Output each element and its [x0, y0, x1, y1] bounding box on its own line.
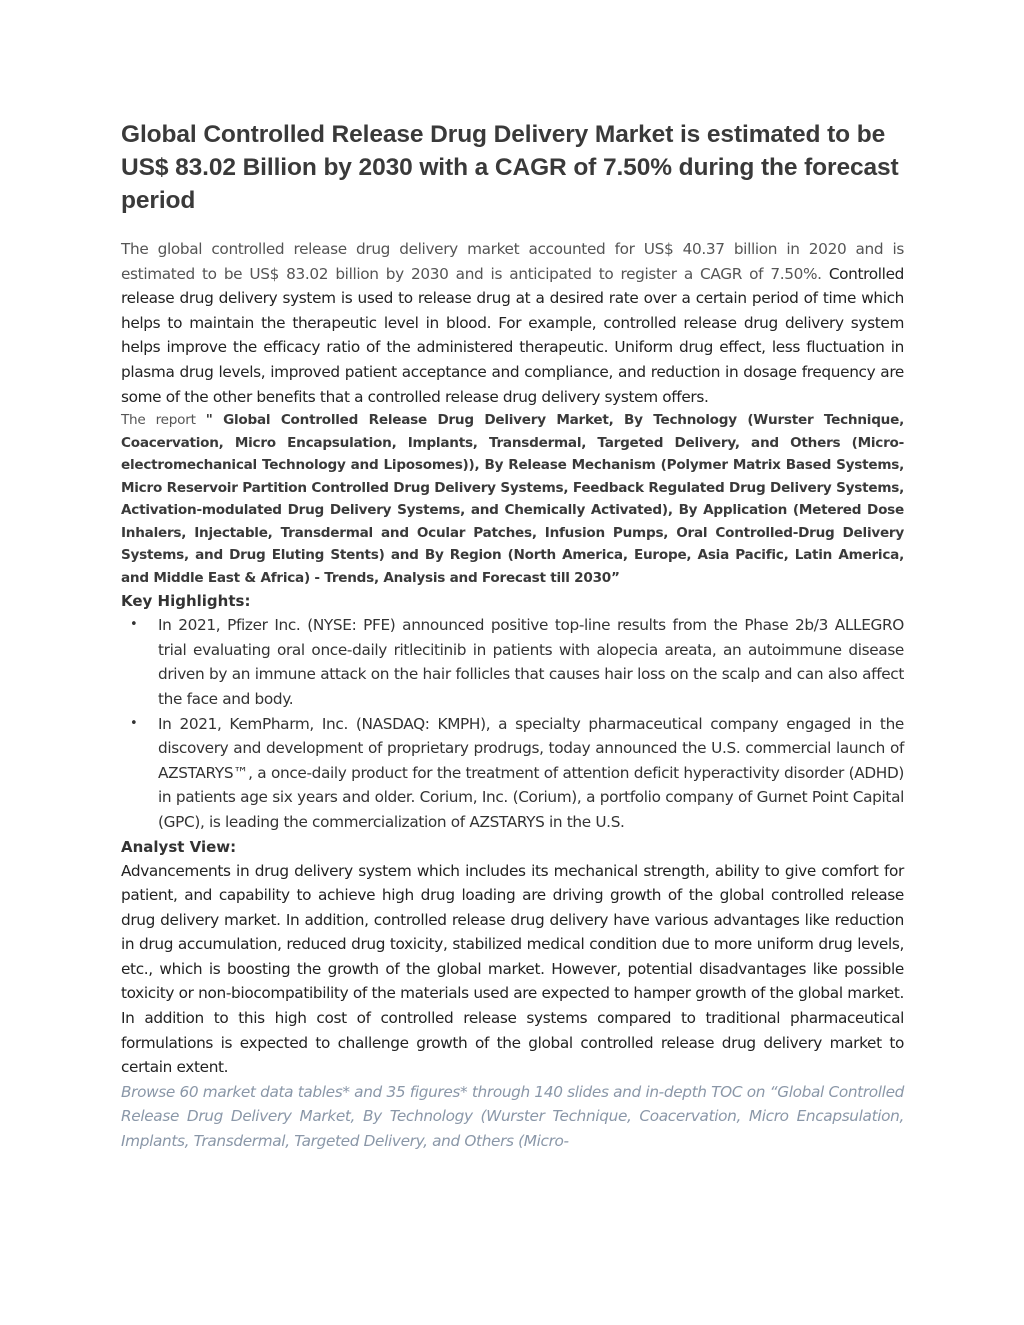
intro-body: Controlled release drug delivery system is used to release drug at a desired rate over a certain period of time which helps to maintain the therapeutic level in blood. For example, controlled release drug delivery system helps improve the efficacy ratio of the administered therapeutic. Uniform drug effect, less fluctuation in plasma drug levels, improved patient acceptance and compliance, and reduction in dosage frequency are some of the other benefits that a controlled release drug delivery system offers. — [121, 264, 904, 406]
analyst-view-heading: Analyst View: — [121, 837, 237, 856]
list-item-text: In 2021, Pfizer Inc. (NYSE: PFE) announced positive top-line results from the Phase 2b/3 ALLEGRO trial evaluating oral once-daily ritlecitinib in patients with alopecia areata, an autoimmune disease driven by an immune attack on the hair follicles that causes hair loss on the scalp and can also affect the face and body. — [158, 616, 904, 708]
page-title: Global Controlled Release Drug Delivery Market is estimated to be US$ 83.02 Billion by 2030 with a CAGR of 7.50% during the forecast period — [121, 121, 899, 214]
report-paragraph — [121, 409, 904, 589]
bullet-icon: • — [130, 617, 138, 633]
document-page — [121, 118, 904, 1154]
bullet-icon: • — [130, 715, 138, 731]
intro-lead: The global controlled release drug delivery market accounted for US$ 40.37 billion in 2020 and is estimated to be US$ 83.02 billion by 2030 and is anticipated to register a CAGR of 7.50%. — [121, 240, 904, 283]
highlights-list — [121, 613, 904, 834]
intro-paragraph — [121, 237, 904, 409]
list-item — [121, 613, 904, 711]
list-item-text: In 2021, KemPharm, Inc. (NASDAQ: KMPH), a specialty pharmaceutical company engaged in the discovery and development of proprietary prodrugs, today announced the U.S. commercial launch of AZSTARYS™, a once-daily product for the treatment of attention deficit hyperactivity disorder (ADHD) in patients age six years and older. Corium, Inc. (Corium), a portfolio company of Gurnet Point Capital (GPC), is leading the commercialization of AZSTARYS in the U.S. — [158, 714, 904, 831]
key-highlights-heading: Key Highlights: — [121, 592, 251, 611]
analyst-view-paragraph: Advancements in drug delivery system which includes its mechanical strength, ability to give comfort for patient, and capability to achieve high drug loading are driving growth of the global controlled release drug delivery market. In addition, controlled release drug delivery have various advantages like reduction in drug accumulation, reduced drug toxicity, stabilized medical condition due to more uniform drug levels, etc., which is boosting the growth of the global market. However, potential disadvantages like possible toxicity or non-biocompatibility of the materials used are expected to hamper growth of the global market. In addition to this high cost of controlled release systems compared to traditional pharmaceutical formulations is expected to challenge growth of the global controlled release drug delivery market to certain extent. — [121, 861, 904, 1077]
browse-report-link[interactable]: Browse 60 market data tables* and 35 figures* through 140 slides and in-depth TOC on “Global Controlled Release Drug Delivery Market, By Technology (Wurster Technique, Coacervation, Micro Encapsulation, Implants, Transdermal, Targeted Delivery, and Others (Micro- — [121, 1082, 904, 1151]
list-item — [121, 712, 904, 835]
report-lead: The report — [121, 412, 206, 429]
report-title: " Global Controlled Release Drug Delivery Market, By Technology (Wurster Technique, Coacervation, Micro Encapsulation, Implants, Transdermal, Targeted Delivery, and Others (Micro-electromechanical Technology and Liposomes)), By Release Mechanism (Polymer Matrix Based Systems, Micro Reservoir Partition Controlled Drug Delivery Systems, Feedback Regulated Drug Delivery Systems, Activation-modulated Drug Delivery Systems, and Chemically Activated), By Application (Metered Dose Inhalers, Injectable, Transdermal and Ocular Patches, Infusion Pumps, Oral Controlled-Drug Delivery Systems, and Drug Eluting Stents) and By Region (North America, Europe, Asia Pacific, Latin America, and Middle East & Africa) - Trends, Analysis and Forecast till 2030” — [121, 412, 904, 586]
